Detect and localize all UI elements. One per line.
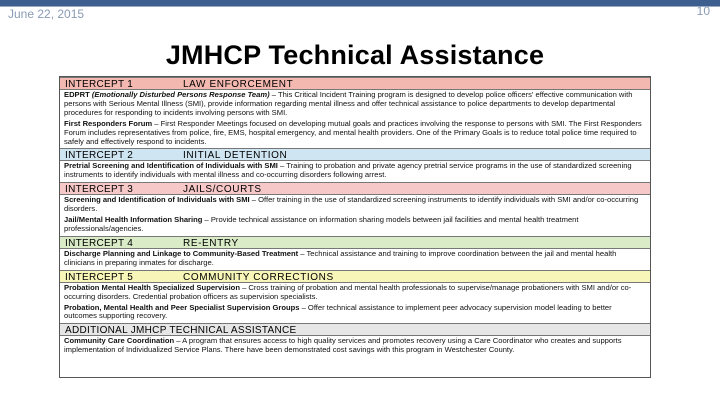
intercept-5-header (60, 270, 650, 283)
program-item (64, 284, 646, 302)
intercept-label: INTERCEPT 3 (65, 184, 134, 196)
intercept-3-header (60, 182, 650, 195)
program-name: Pretrial Screening and Identification of Individuals with SMI (64, 161, 278, 171)
program-description: – Offer technical assistance to implement peer advocacy supervision model leading to better outcomes supporting recovery. (64, 302, 612, 321)
intercept-1-header (60, 77, 650, 90)
program-description: – Technical assistance and training to improve coordination between the jail and mental health clinicians in preparing inmates for discharge. (64, 248, 617, 267)
intercept-2-header (60, 148, 650, 161)
program-name: Jail/Mental Health Information Sharing (64, 215, 203, 225)
program-name: First Responders Forum (64, 118, 153, 128)
additional-ta-body (60, 337, 650, 355)
slide-number: 10 (696, 4, 710, 18)
program-item (64, 304, 646, 322)
intercept-3-body (60, 196, 650, 234)
intercept-4-body (60, 250, 650, 268)
intercept-category: JAILS/COURTS (183, 184, 262, 196)
intercept-table (59, 76, 651, 378)
program-description: – Training to probation and private agency pretrial service programs in the use of standardized screening instruments to identify individuals with mental illness and co-occurring disorders following arrest. (64, 161, 632, 180)
intercept-category: LAW ENFORCEMENT (183, 79, 294, 90)
intercept-label: ADDITIONAL JMHCP TECHNICAL ASSISTANCE (65, 325, 297, 337)
program-item (64, 250, 646, 268)
program-item (64, 91, 646, 118)
program-subname: (Emotionally Disturbed Persons Response Team) (91, 90, 270, 99)
program-name: Discharge Planning and Linkage to Community-Based Treatment (64, 248, 299, 258)
intercept-label: INTERCEPT 5 (65, 271, 134, 283)
program-item (64, 196, 646, 214)
program-description: – This Critical Incident Training program is designed to develop police officers' effective communication with persons with Serious Mental Illness (SMI), provide information regarding mental illness and offer technical assistance to police departments to develop departmental procedures for responding to incidents involving persons with SMI. (64, 90, 633, 117)
intercept-2-body (60, 162, 650, 180)
intercept-label: INTERCEPT 2 (65, 150, 134, 162)
program-name: EDPRT (64, 90, 90, 99)
program-item (64, 120, 646, 147)
intercept-category: COMMUNITY CORRECTIONS (183, 271, 334, 283)
program-description: – Provide technical assistance on information sharing models between jail facilities and mental health treatment professionals/agencies. (64, 215, 579, 233)
top-accent-line (0, 6, 720, 7)
slide-date: June 22, 2015 (8, 7, 85, 21)
program-description: – First Responder Meetings focused on developing mutual goals and practices involving the response to persons with SMI. The First Responders Forum includes representatives from police, fire, EMS, hospital emergency, and mental health providers. One of the Primary Goals is to reduce total police time required to safely and effectively respond to incidents. (64, 118, 642, 146)
program-description: – Cross training of probation and mental health professionals to supervise/manage probationers with SMI and/or co-occurring disorders. Credential probation officers as supervision specialists. (64, 282, 632, 301)
program-description: – Offer training in the use of standardized screening instruments to identify individuals with SMI and/or co-occurring disorders. (64, 195, 639, 214)
program-description: – A program that ensures access to high quality services and promotes recovery using a Care Coordinator who creates and supports implementation of Individualized Service Plans. There have been demonstrated cost savings with this program in Westchester County. (64, 336, 622, 355)
program-item (64, 216, 646, 234)
intercept-5-body (60, 284, 650, 322)
program-name: Probation Mental Health Specialized Supervision (64, 282, 240, 292)
program-item (64, 337, 646, 355)
intercept-4-header (60, 236, 650, 249)
program-name: Screening and Identification of Individuals with SMI (64, 195, 250, 205)
slide-title: JMHCP Technical Assistance (165, 40, 545, 70)
additional-ta-header (60, 323, 650, 336)
intercept-label: INTERCEPT 4 (65, 237, 134, 249)
intercept-1-body (60, 91, 650, 146)
intercept-label: INTERCEPT 1 (65, 79, 134, 90)
intercept-category: INITIAL DETENTION (183, 150, 288, 162)
intercept-category: RE-ENTRY (183, 237, 239, 249)
program-item (64, 162, 646, 180)
program-name: Probation, Mental Health and Peer Specialist Supervision Groups (64, 302, 300, 312)
program-name: Community Care Coordination (64, 336, 175, 346)
